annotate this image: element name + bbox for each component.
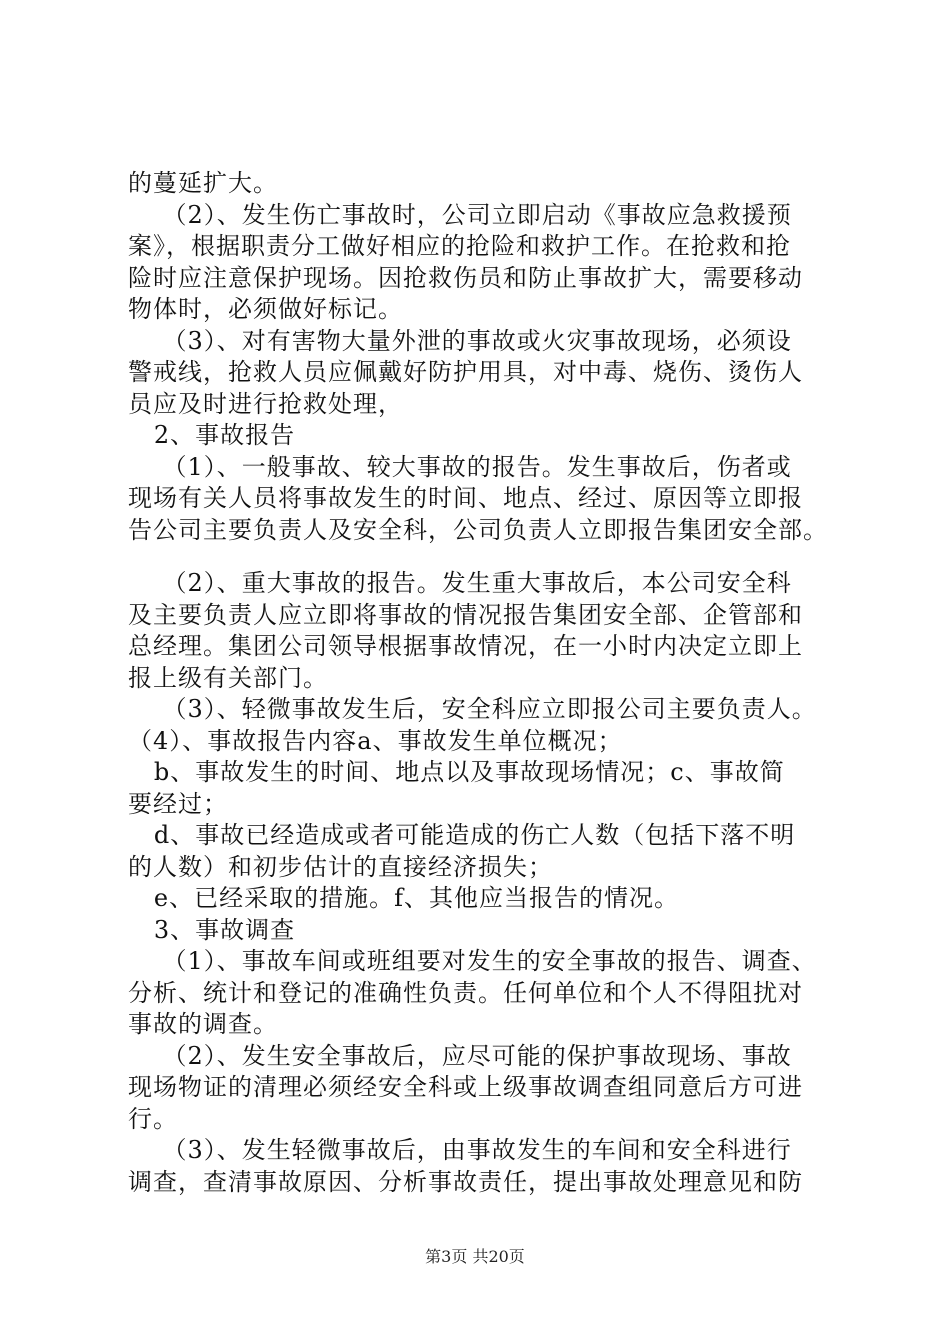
text-line: （4）、事故报告内容a、事故发生单位概况； bbox=[128, 726, 623, 755]
text-line: 的人数）和初步估计的直接经济损失； bbox=[128, 852, 553, 881]
text-line: 物体时，必须做好标记。 bbox=[128, 295, 403, 323]
text-line: 现场有关人员将事故发生的时间、地点、经过、原因等立即报 bbox=[128, 484, 803, 512]
text-line: 现场物证的清理必须经安全科或上级事故调查组同意后方可进 bbox=[128, 1073, 803, 1101]
text-line: （1）、一般事故、较大事故的报告。发生事故后，伤者或 bbox=[128, 452, 792, 481]
text-line bbox=[128, 546, 838, 568]
text-line: 险时应注意保护现场。因抢救伤员和防止事故扩大，需要移动 bbox=[128, 263, 803, 292]
text-line: （3）、发生轻微事故后，由事故发生的车间和安全科进行 bbox=[128, 1136, 792, 1164]
text-line: 员应及时进行抢救处理， bbox=[128, 389, 403, 418]
text-line: 2、事故报告 bbox=[128, 421, 296, 449]
text-line: d、事故已经造成或者可能造成的伤亡人数（包括下落不明 bbox=[128, 821, 796, 849]
text-line: 告公司主要负责人及安全科，公司负责人立即报告集团安全部。 bbox=[128, 515, 828, 544]
text-line: 行。 bbox=[128, 1104, 178, 1133]
text-line: 的蔓延扩大。 bbox=[128, 169, 278, 197]
text-line: 分析、统计和登记的准确性负责。任何单位和个人不得阻扰对 bbox=[128, 978, 803, 1007]
page-footer: 第3页 共20页 bbox=[425, 1247, 525, 1266]
text-line: 及主要负责人应立即将事故的情况报告集团安全部、企管部和 bbox=[128, 600, 803, 629]
text-line: b、事故发生的时间、地点以及事故现场情况；c、事故简 bbox=[128, 758, 785, 786]
text-line: （3）、对有害物大量外泄的事故或火灾事故现场，必须设 bbox=[128, 326, 792, 355]
text-line: 报上级有关部门。 bbox=[128, 663, 328, 692]
text-line: 3、事故调查 bbox=[128, 915, 296, 944]
text-line: 案》，根据职责分工做好相应的抢险和救护工作。在抢救和抢 bbox=[128, 232, 791, 260]
text-line: （3）、轻微事故发生后，安全科应立即报公司主要负责人。 bbox=[128, 695, 817, 723]
text-line: 警戒线，抢救人员应佩戴好防护用具，对中毒、烧伤、烫伤人 bbox=[128, 358, 803, 386]
text-line: （2）、发生安全事故后，应尽可能的保护事故现场、事故 bbox=[128, 1041, 792, 1070]
text-line: 事故的调查。 bbox=[128, 1010, 278, 1038]
text-line: 总经理。集团公司领导根据事故情况，在一小时内决定立即上 bbox=[128, 632, 803, 660]
text-line: （1）、事故车间或班组要对发生的安全事故的报告、调查、 bbox=[128, 947, 817, 975]
text-line: （2）、发生伤亡事故时，公司立即启动《事故应急救援预 bbox=[128, 200, 792, 229]
text-line: （2）、重大事故的报告。发生重大事故后，本公司安全科 bbox=[128, 569, 792, 597]
text-line: 调查，查清事故原因、分析事故责任，提出事故处理意见和防 bbox=[128, 1167, 803, 1196]
text-line: 要经过； bbox=[128, 789, 228, 818]
text-line: e、已经采取的措施。f、其他应当报告的情况。 bbox=[128, 884, 679, 912]
document-body bbox=[128, 168, 838, 1198]
